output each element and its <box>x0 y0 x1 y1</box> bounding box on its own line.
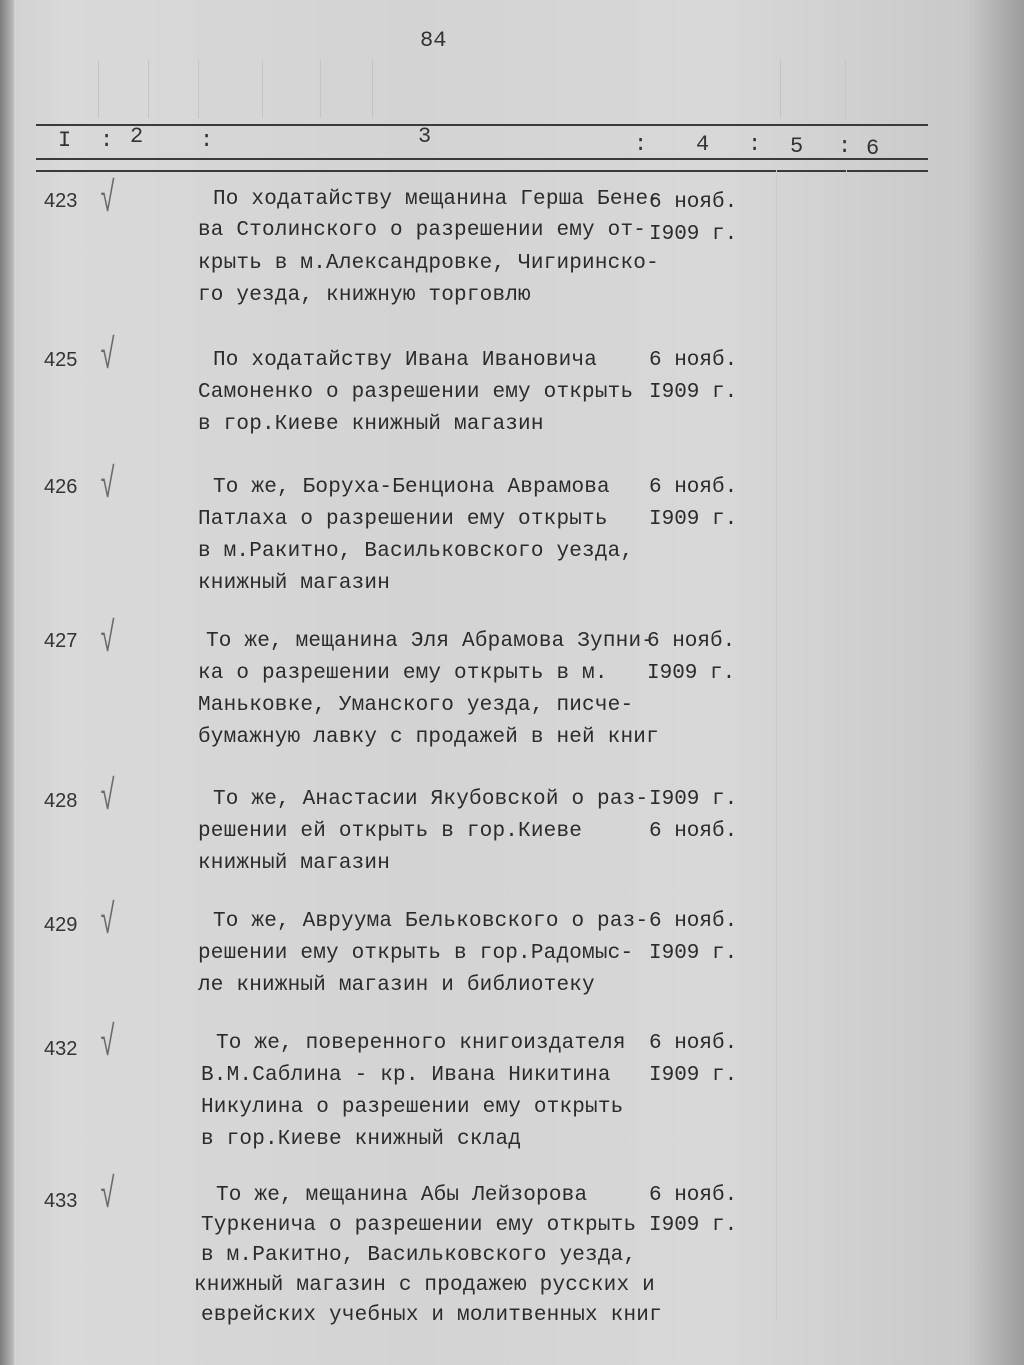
column-header: I <box>58 128 72 153</box>
entry-number: 433 <box>44 1190 78 1212</box>
entry-date: I909 г. <box>649 381 738 404</box>
entry-number: 427 <box>44 630 78 652</box>
header-divider <box>148 60 149 118</box>
column-header: 4 <box>696 132 710 157</box>
checkmark-icon: √ <box>100 172 115 221</box>
header-divider <box>845 60 846 118</box>
entry-text-line: в м.Ракитно, Васильковского уезда, <box>198 540 634 563</box>
header-divider <box>780 60 781 118</box>
page-edge-right <box>972 0 1024 1365</box>
column-header: 2 <box>130 124 144 149</box>
entry-text-line: ле книжный магазин и библиотеку <box>198 974 595 997</box>
checkmark-icon: √ <box>100 894 115 943</box>
header-divider <box>198 60 199 118</box>
entry-date: I909 г. <box>649 788 738 811</box>
checkmark-icon: √ <box>100 458 115 507</box>
entry-date: 6 нояб. <box>649 476 738 499</box>
entry-text-line: То же, Боруха-Бенциона Аврамова <box>213 476 610 499</box>
header-divider <box>320 60 321 118</box>
entry-date: I909 г. <box>647 662 736 685</box>
entry-text-line: По ходатайству Ивана Ивановича <box>213 349 598 372</box>
checkmark-icon: √ <box>100 1016 115 1065</box>
column-header: 6 <box>866 136 880 161</box>
header-divider <box>372 60 373 118</box>
entry-text-line: Патлаха о разрешении ему открыть <box>198 508 608 531</box>
entry-date: 6 нояб. <box>647 630 736 653</box>
entry-text-line: бумажную лавку с продажей в ней книг <box>198 726 659 749</box>
entry-text-line: То же, Авруума Бельковского о раз- <box>213 910 649 933</box>
entry-date: 6 нояб. <box>649 191 738 214</box>
entry-date: 6 нояб. <box>649 1032 738 1055</box>
entry-number: 429 <box>44 914 78 936</box>
entry-date: I909 г. <box>649 508 738 531</box>
checkmark-icon: √ <box>100 612 115 661</box>
entry-text-line: в гор.Киеве книжный склад <box>201 1128 522 1151</box>
entry-text-line: Маньковке, Уманского уезда, писче- <box>198 694 634 717</box>
header-rule-bottom <box>36 170 928 172</box>
entry-date: 6 нояб. <box>649 910 738 933</box>
entry-text-line: Самоненко о разрешении ему открыть <box>198 381 634 404</box>
entry-number: 426 <box>44 476 78 498</box>
entry-text-line: ка о разрешении ему открыть в м. <box>198 662 608 685</box>
entry-text-line: Туркенича о разрешении ему открыть <box>201 1214 637 1237</box>
header-divider <box>262 60 263 118</box>
column-header: 3 <box>418 124 432 149</box>
entry-text-line: в гор.Киеве книжный магазин <box>198 413 544 436</box>
entry-text-line: То же, Анастасии Якубовской о раз- <box>213 788 649 811</box>
entry-text-line: еврейских учебных и молитвенных книг <box>201 1304 662 1327</box>
entry-text-line: ва Столинского о разрешении ему от- <box>198 219 647 242</box>
column-rule <box>846 170 847 1320</box>
checkmark-icon: √ <box>100 770 115 819</box>
entry-date: 6 нояб. <box>649 349 738 372</box>
entry-text-line: То же, поверенного книгоиздателя <box>216 1032 626 1055</box>
header-rule-top <box>36 124 928 126</box>
entry-text-line: решении ей открыть в гор.Киеве <box>198 820 583 843</box>
page-number: 84 <box>420 28 447 53</box>
page-edge-shadow <box>0 0 14 1365</box>
entry-text-line: крыть в м.Александровке, Чигиринско- <box>198 252 659 275</box>
entry-date: 6 нояб. <box>649 1184 738 1207</box>
entry-text-line: книжный магазин <box>198 572 391 595</box>
column-separator: : <box>634 132 648 157</box>
entry-number: 423 <box>44 190 78 212</box>
entry-text-line: То же, мещанина Эля Абрамова Зупни- <box>206 630 655 653</box>
entry-number: 428 <box>44 790 78 812</box>
entry-text-line: го уезда, книжную торговлю <box>198 284 531 307</box>
entry-text-line: По ходатайству мещанина Герша Бене- <box>213 188 662 211</box>
checkmark-icon: √ <box>100 329 115 378</box>
column-separator: : <box>100 128 114 153</box>
column-rule <box>776 170 777 1320</box>
bleed-through-header <box>40 62 970 122</box>
entry-number: 425 <box>44 349 78 371</box>
column-header: 5 <box>790 134 804 159</box>
entry-date: I909 г. <box>649 1214 738 1237</box>
column-separator: : <box>838 134 852 159</box>
entry-text-line: Никулина о разрешении ему открыть <box>201 1096 624 1119</box>
entry-text-line: книжный магазин с продажею русских и <box>194 1274 655 1297</box>
entry-text-line: книжный магазин <box>198 852 391 875</box>
entry-number: 432 <box>44 1038 78 1060</box>
header-divider <box>98 60 99 118</box>
column-separator: : <box>748 132 762 157</box>
entry-text-line: решении ему открыть в гор.Радомыс- <box>198 942 634 965</box>
entry-date: 6 нояб. <box>649 820 738 843</box>
entry-date: I909 г. <box>649 1064 738 1087</box>
entry-date: I909 г. <box>649 223 738 246</box>
checkmark-icon: √ <box>100 1168 115 1217</box>
entry-date: I909 г. <box>649 942 738 965</box>
entry-text-line: То же, мещанина Абы Лейзорова <box>216 1184 588 1207</box>
entry-text-line: В.М.Саблина - кр. Ивана Никитина <box>201 1064 611 1087</box>
entry-text-line: в м.Ракитно, Васильковского уезда, <box>201 1244 637 1267</box>
column-separator: : <box>200 128 214 153</box>
